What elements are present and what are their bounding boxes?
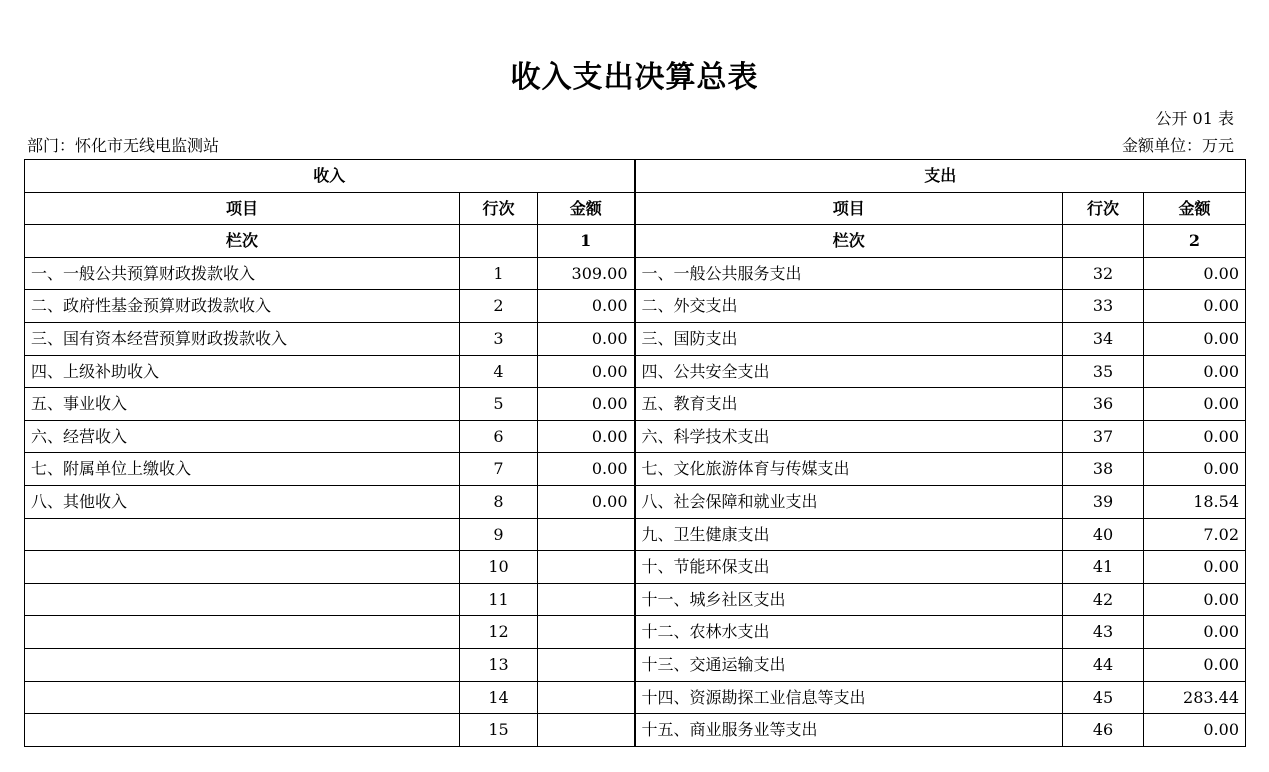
income-amount-cell xyxy=(538,518,635,551)
income-amount-cell xyxy=(538,681,635,714)
income-line-cell: 2 xyxy=(460,290,538,323)
department-label: 部门：怀化市无线电监测站 xyxy=(27,136,220,155)
expense-line-cell: 34 xyxy=(1063,322,1144,355)
table-row xyxy=(25,388,1246,421)
expense-item-cell: 八、社会保障和就业支出 xyxy=(635,485,1063,518)
expense-amount-cell: 18.54 xyxy=(1144,485,1246,518)
income-line-cell: 9 xyxy=(460,518,538,551)
expense-amount-cell: 7.02 xyxy=(1144,518,1246,551)
expense-line-cell: 37 xyxy=(1063,420,1144,453)
income-item-cell: 五、事业收入 xyxy=(25,388,460,421)
expense-item-cell: 十三、交通运输支出 xyxy=(635,648,1063,681)
income-line-cell: 6 xyxy=(460,420,538,453)
expense-section-header: 支出 xyxy=(635,160,1246,193)
expense-item-cell: 七、文化旅游体育与传媒支出 xyxy=(635,453,1063,486)
table-row xyxy=(25,681,1246,714)
column-number-row xyxy=(25,225,1246,258)
expense-line-cell: 42 xyxy=(1063,583,1144,616)
page-title: 收入支出决算总表 xyxy=(510,60,759,95)
expense-amount-cell: 0.00 xyxy=(1144,648,1246,681)
income-item-cell xyxy=(25,518,460,551)
income-amount-cell: 0.00 xyxy=(538,388,635,421)
income-line-header: 行次 xyxy=(460,192,538,225)
expense-amount-cell: 0.00 xyxy=(1144,290,1246,323)
expense-amount-cell: 0.00 xyxy=(1144,420,1246,453)
income-item-cell: 八、其他收入 xyxy=(25,485,460,518)
expense-column-number: 2 xyxy=(1144,225,1246,258)
income-column-number: 1 xyxy=(538,225,635,258)
income-item-cell: 七、附属单位上缴收入 xyxy=(25,453,460,486)
expense-amount-cell: 0.00 xyxy=(1144,453,1246,486)
expense-line-cell: 43 xyxy=(1063,616,1144,649)
income-line-cell: 12 xyxy=(460,616,538,649)
income-item-cell xyxy=(25,616,460,649)
expense-line-cell: 46 xyxy=(1063,714,1144,747)
income-line-cell: 14 xyxy=(460,681,538,714)
income-item-cell xyxy=(25,681,460,714)
income-amount-cell xyxy=(538,551,635,584)
table-row xyxy=(25,648,1246,681)
income-line-cell: 1 xyxy=(460,257,538,290)
income-item-cell xyxy=(25,714,460,747)
table-row xyxy=(25,583,1246,616)
expense-line-blank xyxy=(1063,225,1144,258)
expense-item-cell: 九、卫生健康支出 xyxy=(635,518,1063,551)
expense-item-cell: 十五、商业服务业等支出 xyxy=(635,714,1063,747)
income-item-cell: 二、政府性基金预算财政拨款收入 xyxy=(25,290,460,323)
income-item-cell: 一、一般公共预算财政拨款收入 xyxy=(25,257,460,290)
income-amount-cell: 309.00 xyxy=(538,257,635,290)
table-code: 公开 01 表 xyxy=(1155,109,1234,128)
income-amount-cell: 0.00 xyxy=(538,485,635,518)
section-header-row xyxy=(25,160,1246,193)
expense-item-cell: 五、教育支出 xyxy=(635,388,1063,421)
expense-line-cell: 32 xyxy=(1063,257,1144,290)
expense-line-cell: 41 xyxy=(1063,551,1144,584)
income-column-label: 栏次 xyxy=(25,225,460,258)
income-item-cell xyxy=(25,551,460,584)
expense-item-cell: 一、一般公共服务支出 xyxy=(635,257,1063,290)
expense-item-cell: 十、节能环保支出 xyxy=(635,551,1063,584)
expense-amount-cell: 0.00 xyxy=(1144,388,1246,421)
expense-item-cell: 二、外交支出 xyxy=(635,290,1063,323)
expense-line-header: 行次 xyxy=(1063,192,1144,225)
table-row xyxy=(25,290,1246,323)
income-item-header: 项目 xyxy=(25,192,460,225)
table-row xyxy=(25,322,1246,355)
income-amount-cell xyxy=(538,616,635,649)
income-expense-table xyxy=(24,159,1246,747)
income-line-cell: 3 xyxy=(460,322,538,355)
income-amount-cell xyxy=(538,583,635,616)
income-line-blank xyxy=(460,225,538,258)
income-item-cell: 四、上级补助收入 xyxy=(25,355,460,388)
expense-line-cell: 40 xyxy=(1063,518,1144,551)
income-amount-cell: 0.00 xyxy=(538,322,635,355)
expense-line-cell: 39 xyxy=(1063,485,1144,518)
income-item-cell xyxy=(25,648,460,681)
expense-column-label: 栏次 xyxy=(635,225,1063,258)
income-amount-cell: 0.00 xyxy=(538,420,635,453)
table-row xyxy=(25,420,1246,453)
expense-line-cell: 35 xyxy=(1063,355,1144,388)
table-row xyxy=(25,518,1246,551)
table-row xyxy=(25,453,1246,486)
income-item-cell: 三、国有资本经营预算财政拨款收入 xyxy=(25,322,460,355)
expense-line-cell: 36 xyxy=(1063,388,1144,421)
income-amount-cell: 0.00 xyxy=(538,453,635,486)
income-amount-cell: 0.00 xyxy=(538,355,635,388)
expense-item-cell: 三、国防支出 xyxy=(635,322,1063,355)
table-row xyxy=(25,485,1246,518)
expense-line-cell: 45 xyxy=(1063,681,1144,714)
income-line-cell: 11 xyxy=(460,583,538,616)
table-row xyxy=(25,551,1246,584)
expense-line-cell: 33 xyxy=(1063,290,1144,323)
income-line-cell: 13 xyxy=(460,648,538,681)
table-row xyxy=(25,355,1246,388)
expense-amount-cell: 0.00 xyxy=(1144,551,1246,584)
unit-label: 金额单位：万元 xyxy=(1121,136,1234,155)
expense-item-cell: 四、公共安全支出 xyxy=(635,355,1063,388)
income-section-header: 收入 xyxy=(25,160,635,193)
expense-item-cell: 十一、城乡社区支出 xyxy=(635,583,1063,616)
expense-amount-cell: 0.00 xyxy=(1144,583,1246,616)
income-amount-cell xyxy=(538,714,635,747)
income-line-cell: 4 xyxy=(460,355,538,388)
table-row xyxy=(25,616,1246,649)
income-amount-header: 金额 xyxy=(538,192,635,225)
expense-item-header: 项目 xyxy=(635,192,1063,225)
expense-amount-cell: 0.00 xyxy=(1144,714,1246,747)
expense-amount-cell: 0.00 xyxy=(1144,322,1246,355)
income-line-cell: 5 xyxy=(460,388,538,421)
expense-line-cell: 44 xyxy=(1063,648,1144,681)
expense-amount-cell: 283.44 xyxy=(1144,681,1246,714)
expense-item-cell: 十四、资源勘探工业信息等支出 xyxy=(635,681,1063,714)
income-amount-cell: 0.00 xyxy=(538,290,635,323)
income-line-cell: 15 xyxy=(460,714,538,747)
table-row xyxy=(25,257,1246,290)
income-line-cell: 10 xyxy=(460,551,538,584)
expense-item-cell: 十二、农林水支出 xyxy=(635,616,1063,649)
income-line-cell: 7 xyxy=(460,453,538,486)
table-row xyxy=(25,714,1246,747)
expense-amount-header: 金额 xyxy=(1144,192,1246,225)
expense-amount-cell: 0.00 xyxy=(1144,355,1246,388)
column-header-row xyxy=(25,192,1246,225)
expense-amount-cell: 0.00 xyxy=(1144,257,1246,290)
expense-line-cell: 38 xyxy=(1063,453,1144,486)
expense-amount-cell: 0.00 xyxy=(1144,616,1246,649)
income-item-cell xyxy=(25,583,460,616)
income-line-cell: 8 xyxy=(460,485,538,518)
expense-item-cell: 六、科学技术支出 xyxy=(635,420,1063,453)
income-item-cell: 六、经营收入 xyxy=(25,420,460,453)
income-amount-cell xyxy=(538,648,635,681)
